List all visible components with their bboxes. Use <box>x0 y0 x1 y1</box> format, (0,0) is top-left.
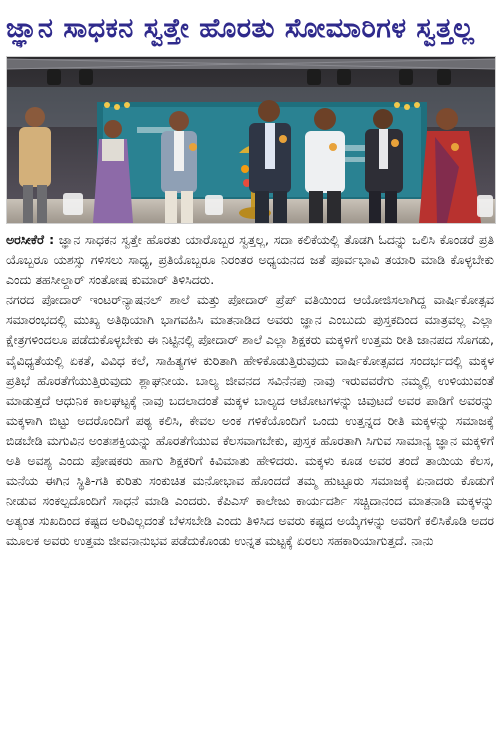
article-paragraph-2: ನಗರದ ಪೋದಾರ್ ಇಂಟರ್‌ನ್ಯಾಷನಲ್ ಶಾಲೆ ಮತ್ತು ಪೋದಾರ್ ಪ್ರೆಪ್ ವತಿಯಿಂದ ಆಯೋಜಿಸಲಾಗಿದ್ದ ವಾರ್ಷಿಕೋತ್ಸವ ಸಮಾರಂಭದಲ್ಲಿ ಮುಖ್ಯ ಅತಿಥಿಯಾಗಿ ಭಾಗವಹಿಸಿ ಮಾತನಾಡಿದ ಅವರು ಜ್ಞಾನ ಎಂಬುದು ಪುಸ್ತಕದಿಂದ ಮಾತ್ರವಲ್ಲ ಎಲ್ಲಾ ಕ್ಷೇತ್ರಗಳಿಂದಲೂ ಪಡೆದುಕೊಳ್ಳಬೇಕು ಈ ನಿಟ್ಟಿನಲ್ಲಿ ಪೋದಾರ್ ಶಾಲೆ ಎಲ್ಲಾ ಶಿಕ್ಷಕರು ಮಕ್ಕಳಿಗೆ ಉತ್ತಮ ರೀತಿ ಜಾನಪದ ಸೊಗಡು, ವೈವಿಧ್ಯತೆಯಲ್ಲಿ ಏಕತೆ, ವಿವಿಧ ಕಲೆ, ಸಾಹಿತ್ಯಗಳ ಕುರಿತಾಗಿ ಹೇಳಿಕೊಡುತ್ತಿರುವುದು ವಾರ್ಷಿಕೋತ್ಸವದ ಸಂದರ್ಭದಲ್ಲಿ ಮಕ್ಕಳ ಪ್ರತಿಭೆ ಹೊರತೆಗೆಯುತ್ತಿರುವುದು ಶ್ಲಾಘನೀಯ. ಬಾಲ್ಯ ಜೀವನದ ಸವಿನೆನಪು ನಾವು ಇರುವವರೆಗು ನಮ್ಮಲ್ಲಿ ಉಳಿಯುವಂತೆ ಮಾಡುತ್ತದೆ ಆಧುನಿಕ ಕಾಲಘಟ್ಟಕ್ಕೆ ನಾವು ಬದಲಾದಂತೆ ಮಕ್ಕಳ ಬಾಲ್ಯದ ಆಟೋಟಗಳನ್ನು ಚಿವುಟದೆ ಅವರ ಪಾಡಿಗೆ ಅವರನ್ನು ಮಕ್ಕಳಾಗಿ ಬಿಟ್ಟು ಅದರೊಂದಿಗೆ ಪಠ್ಯ ಕಲಿಸಿ, ಕೇವಲ ಅಂಕ ಗಳಿಕೆಯೊಂದಿಗೆ ಒಂದು ಉತ್ತನ್ನದ ರೀತಿ ಮಕ್ಕಳನ್ನು ಸಮಾಜಕ್ಕೆ ಬಿಡಬೇಡಿ ಮಗುವಿನ ಅಂತಃಶಕ್ತಿಯನ್ನು ಹೊರತೆಗೆಯುವ ಕೆಲಸವಾಗಬೇಕು, ಪುಸ್ತಕ ಹೊರತಾಗಿ ಸಿಗುವ ಸಾಮಾನ್ಯ ಜ್ಞಾನ ಮಕ್ಕಳಿಗೆ ಅತಿ ಅವಶ್ಯ ಎಂದು ಪೋಷಕರು ಹಾಗು ಶಿಕ್ಷಕರಿಗೆ ಕಿವಿಮಾತು ಹೇಳಿದರು. ಮಕ್ಕಳು ಕೂಡ ಅವರ ತಂದೆ ತಾಯಿಯ ಕೆಲಸ, ಮನೆಯ ಈಗಿನ ಸ್ಥಿತಿ-ಗತಿ ಕುರಿತು ಸಂಕುಚಿತ ಮನೋಭಾವ ಹೊಂದದೆ ತಮ್ಮ ಹುಟ್ಟೂರು ಸಮಾಜಕ್ಕೆ ಏನಾದರು ಕೊಡುಗೆ ನೀಡುವ ಸಂಕಲ್ಪದೊಂದಿಗೆ ಸಾಧನೆ ಮಾಡಿ ಎಂದರು. ಕೆಪಿಎಸ್ ಕಾಲೇಜು ಕಾರ್ಯದರ್ಶಿ ಸಚ್ಚಿದಾನಂದ ಮಾತನಾಡಿ ಮಕ್ಕಳನ್ನು ಅತ್ಯಂತ ಸುಖದಿಂದ ಕಷ್ಟದ ಅರಿವಿಲ್ಲದಂತೆ ಬೆಳಸಬೇಡಿ ಎಂದು ತಿಳಿಸಿದ ಅವರು ಕಷ್ಟದ ಅಯ್ಕೆಗಳನ್ನು ಅವರಿಗೆ ಕಲಿಸಿಕೊಡಿ ಅದರ ಮೂಲಕ ಅವರು ಉತ್ತಮ ಜೀವನಾನುಭವ ಪಡೆದುಕೊಂಡು ಉನ್ನತ ಮಟ್ಟಕ್ಕೆ ಏರಲು ಸಹಕಾರಿಯಾಗುತ್ತದೆ. ನಾನು <box>6 292 494 549</box>
article-paragraph-1 <box>6 230 494 290</box>
event-photo-illustration <box>7 57 495 223</box>
event-photo <box>6 56 496 224</box>
dateline: ಅರಸೀಕೆರೆ : <box>6 232 55 247</box>
headline: ಜ್ಞಾನ ಸಾಧಕನ ಸ್ವತ್ತೇ ಹೊರತು ಸೋಮಾರಿಗಳ ಸ್ವತ್ತಲ್ಲ <box>6 13 475 44</box>
article-body <box>6 230 494 736</box>
paragraph-1-text: ಜ್ಞಾನ ಸಾಧಕನ ಸ್ವತ್ತೇ ಹೊರತು ಯಾರೊಬ್ಬರ ಸ್ವತ್ತಲ್ಲ, ಸದಾ ಕಲಿಕೆಯಲ್ಲಿ ತೊಡಗಿ ಓದನ್ನು ಒಲಿಸಿ ಕೊಂಡರೆ ಪ್ರತಿ ಯೊಬ್ಬರೂ ಯಶಸ್ಸು ಗಳಿಸಲು ಸಾಧ್ಯ, ಪ್ರತಿಯೊಬ್ಬರೂ ನಿರಂತರ ಅಧ್ಯಯನದ ಜತೆ ಪೂರ್ವಭಾವಿ ತಯಾರಿ ಮಾಡಿ ಕೊಳ್ಳಬೇಕು ಎಂದು ತಹಸೀಲ್ದಾರ್ ಸಂತೋಷ ಕುಮಾರ್ ತಿಳಿಸಿದರು. <box>6 232 494 288</box>
